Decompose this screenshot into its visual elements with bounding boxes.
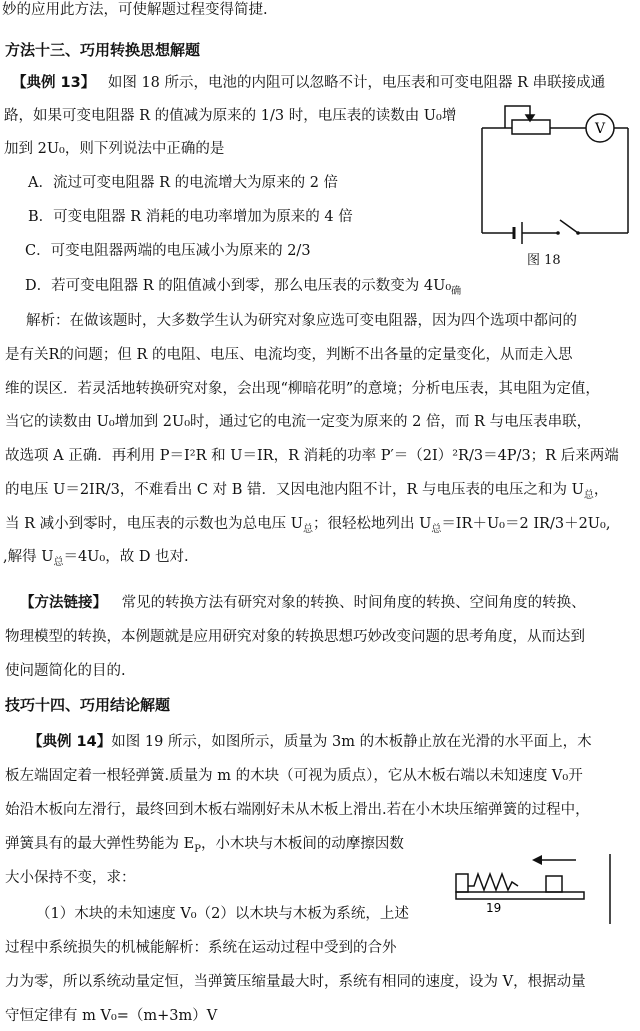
option-a: A．流过可变电阻器 R 的电流增大为原来的 2 倍: [28, 175, 339, 191]
example-14-tag: 【典例 14】: [28, 734, 112, 750]
top-line: 妙的应用此方法，可使解题过程变得简捷.: [2, 2, 268, 18]
example-14-line-2: 板左端固定着一根轻弹簧.质量为 m 的木块（可视为质点），它从木板右端以未知速度 V₀开: [5, 768, 583, 784]
voltmeter-label: V: [594, 121, 606, 137]
analysis-line-8: ,解得 $U_总=4U_0$，故 D 也对.: [3, 549, 189, 568]
figure-19-label: 19: [486, 901, 502, 915]
example-14-line-7: 过程中系统损失的机械能解析：系统在运动过程中受到的合外: [5, 940, 397, 956]
example-13-line-3: 加到 2U₀，则下列说法中正确的是: [4, 141, 225, 157]
board-icon: [456, 892, 584, 899]
slider-wire: [505, 106, 530, 128]
example-14-line-6: （1）木块的未知速度 V₀（2）以木块与木板为系统，上述: [36, 906, 409, 922]
section-14-heading: 技巧十四、巧用结论解题: [5, 696, 171, 714]
rheostat-icon: [512, 120, 550, 134]
analysis-line-6: 的电压 U＝2IR/3，不难看出 C 对 B 错．又因电池内阻不计，R 与电压表的电压之和为 $U_总$，: [5, 482, 609, 501]
analysis-line-3: 维的误区．若灵活地转换研究对象，会出现“柳暗花明”的意境；分析电压表，其电阻为定值，: [5, 381, 600, 397]
method-link-line-1: 【方法链接】 常见的转换方法有研究对象的转换、时间角度的转换、空间角度的转换、: [20, 595, 586, 611]
option-d: D．若可变电阻器 R 的阻值减小到零，那么电压表的示数变为 $4U_0_确$: [25, 278, 462, 297]
analysis-line-4: 当它的读数由 U₀增加到 2U₀时，通过它的电流一定变为原来的 2 倍，而 R 与电压表串联，: [5, 414, 592, 430]
block-icon: [546, 876, 562, 892]
example-14-line-5: 大小保持不变，求：: [5, 870, 136, 886]
example-14-line-8: 力为零，所以系统动量定恒，当弹簧压缩量最大时，系统有相同的速度，设为 V，根据动量: [5, 974, 586, 990]
example-13-tag: 【典例 13】: [12, 75, 96, 91]
board-spring-diagram-fig19: [438, 848, 623, 928]
example-14-line-9: 守恒定律有 m V₀=（m+3m）V: [5, 1008, 218, 1024]
option-c: C．可变电阻器两端的电压减小为原来的 2/3: [25, 243, 311, 259]
switch-icon: [560, 220, 578, 233]
method-link-line-3: 使问题简化的目的.: [5, 663, 126, 679]
method-link-line-2: 物理模型的转换，本例题就是应用研究对象的转换思想巧妙改变问题的思考角度，从而达到: [5, 629, 585, 645]
section-13-heading: 方法十三、巧用转换思想解题: [5, 41, 201, 59]
circuit-diagram-fig18: [470, 98, 640, 258]
example-14-line-1: 【典例 14】如图 19 所示，如图所示，质量为 3m 的木板静止放在光滑的水平面上，木: [28, 734, 592, 750]
switch-pivot: [576, 231, 580, 235]
left-stopper: [456, 874, 468, 892]
option-b: B．可变电阻器 R 消耗的电功率增加为原来的 4 倍: [28, 209, 353, 225]
example-14-line-3: 始沿木板向左滑行，最终回到木板右端刚好未从木板上滑出.若在小木块压缩弹簧的过程中，: [5, 802, 590, 818]
velocity-arrow-icon: [532, 855, 542, 865]
example-13-line-1: 【典例 13】 如图 18 所示，电池的内阻可以忽略不计，电压表和可变电阻器 R 串联接成通: [12, 75, 606, 91]
analysis-line-2: 是有关R的问题；但 R 的电阻、电压、电流均变，判断不出各量的定量变化，从而走入思: [5, 347, 573, 363]
spring-icon: [468, 874, 518, 890]
switch-contact: [556, 231, 560, 235]
figure-18-label: 图 18: [527, 253, 561, 268]
example-13-line-2: 路，如果可变电阻器 R 的值减为原来的 1/3 时，电压表的读数由 U₀增: [4, 108, 457, 124]
analysis-line-1: 解析：在做该题时，大多数学生认为研究对象应选可变电阻器，因为四个选项中都问的: [26, 313, 577, 329]
example-14-line-4: 弹簧具有的最大弹性势能为 $E_P$，小木块与木板间的动摩擦因数: [5, 836, 404, 855]
analysis-line-5: 故选项 A 正确．再利用 P＝I²R 和 U＝IR，R 消耗的功率 P′＝（2I）²R/3＝4P/3；R 后来两端: [5, 448, 619, 464]
analysis-line-7: 当 R 减小到零时，电压表的示数也为总电压 $U_总$；很轻松地列出 $U_总=IR+U_0=2$ IR/3＋2U₀,: [5, 516, 611, 535]
method-link-tag: 【方法链接】: [20, 595, 107, 611]
